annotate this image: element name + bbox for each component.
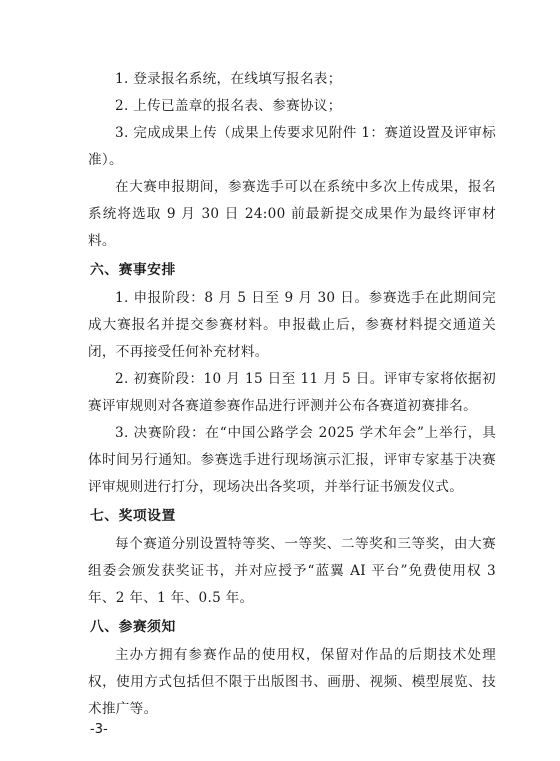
page-number: -3- — [90, 722, 108, 737]
awards-paragraph: 每个赛道分别设置特等奖、一等奖、二等奖和三等奖，由大赛组委会颁发获奖证书，并对应授予“蓝翼 AI 平台”免费使用权 3 年、2 年、1 年、0.5 年。 — [88, 536, 496, 606]
section-heading-notice: 八、参赛须知 — [90, 619, 176, 635]
document-body — [88, 66, 496, 723]
notice-paragraph: 主办方拥有参赛作品的使用权，保留对作品的后期技术处理权，使用方式包括但不限于出版图书、画册、视频、模型展览、技术推广等。 — [88, 647, 496, 717]
step-3-paragraph: 3. 完成成果上传（成果上传要求见附件 1：赛道设置及评审标准）。 — [88, 125, 496, 168]
step-2-paragraph: 2. 上传已盖章的报名表、参赛协议； — [115, 98, 342, 114]
submission-note-paragraph: 在大赛申报期间，参赛选手可以在系统中多次上传成果，报名系统将选取 9 月 30 日 24:00 前最新提交成果作为最终评审材料。 — [88, 179, 496, 249]
section-heading-schedule: 六、赛事安排 — [90, 262, 176, 278]
section-heading-awards: 七、奖项设置 — [90, 508, 176, 524]
schedule-stage-2-paragraph: 2. 初赛阶段：10 月 15 日至 11 月 5 日。评审专家将依据初赛评审规则对各赛道参赛作品进行评测并公布各赛道初赛排名。 — [88, 371, 496, 414]
step-1-paragraph: 1. 登录报名系统，在线填写报名表； — [115, 71, 342, 87]
schedule-stage-1-paragraph: 1. 申报阶段：8 月 5 日至 9 月 30 日。参赛选手在此期间完成大赛报名并提交参赛材料。申报截止后，参赛材料提交通道关闭，不再接受任何补充材料。 — [88, 290, 496, 360]
schedule-stage-3-paragraph: 3. 决赛阶段：在“中国公路学会 2025 学术年会”上举行，具体时间另行通知。参赛选手进行现场演示汇报，评审专家基于决赛评审规则进行打分，现场决出各奖项，并举行证书颁发仪式。 — [88, 425, 496, 495]
